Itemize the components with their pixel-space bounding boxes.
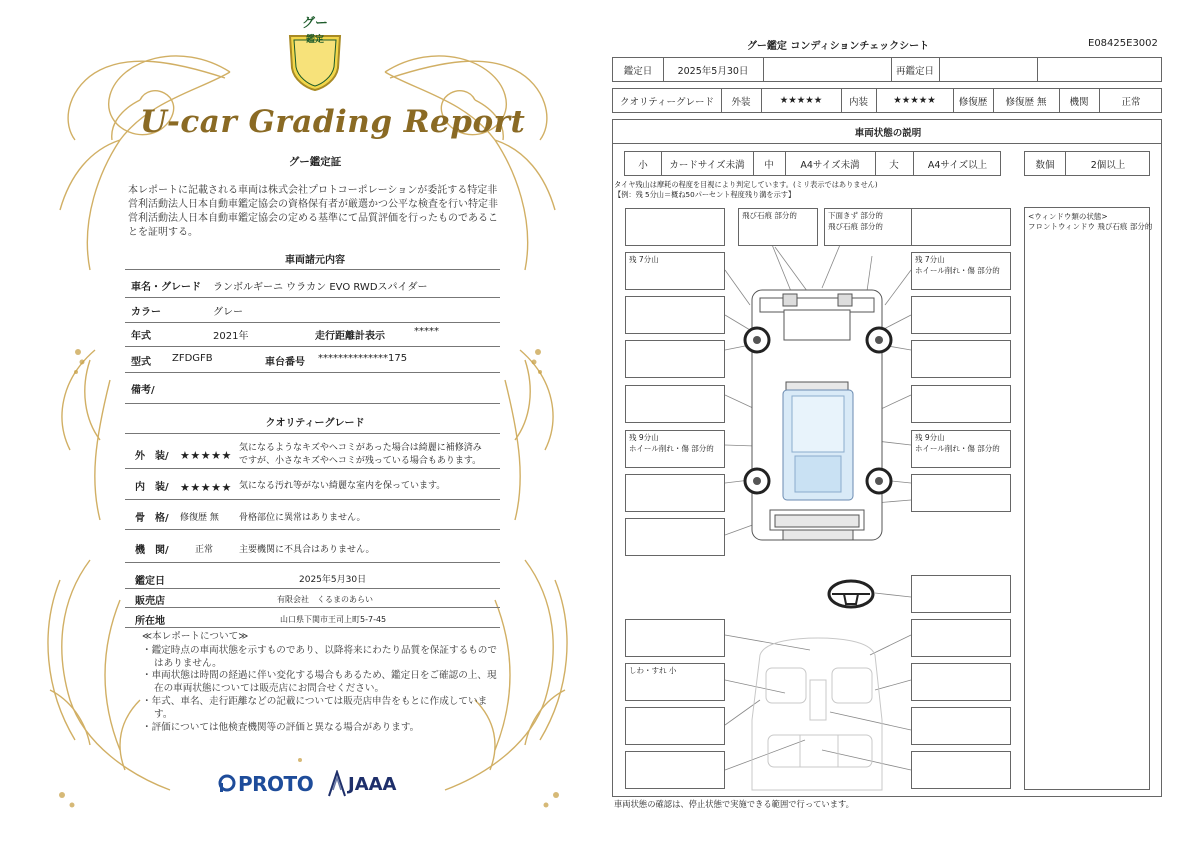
remark-text: ホイール削れ・傷 部分的 (629, 444, 714, 453)
remark-box: 飛び石痕 部分的 (738, 208, 818, 246)
tire-note-line-2: 【例：残 5分山＝概ね50パーセント程度残り溝を示す】 (614, 189, 796, 199)
divider (125, 297, 500, 298)
remark-box (625, 619, 725, 657)
quality-grade-label: クオリティーグレード (619, 96, 715, 108)
interior-label: 内 装/ (135, 482, 169, 493)
remark-box (911, 707, 1011, 745)
exterior-label: 外 装/ (135, 451, 169, 462)
chassis-label: 車台番号 (265, 357, 305, 368)
divider (125, 322, 500, 323)
window-status-note: フロントウィンドウ 飛び石痕 部分的 (1028, 222, 1153, 231)
jaaa-logo: JAAA (348, 774, 397, 795)
odometer-label: 走行距離計表示 (315, 331, 385, 342)
badge-sub: 鑑定 (305, 35, 324, 45)
interior-stars: ★★★★★ (893, 95, 936, 106)
divider (125, 588, 500, 589)
engine-value: 正常 (195, 545, 214, 555)
divider (125, 627, 500, 628)
exterior-desc-2: ですが、小さなキズやヘコミが残っている場合もあります。 (239, 456, 482, 466)
remark-box (911, 296, 1011, 334)
remark-box (911, 751, 1011, 789)
remark-text: 下面きず 部分的 (828, 211, 883, 220)
remark-box (625, 208, 725, 246)
state-title: 車両状態の説明 (854, 127, 922, 139)
jaaa-logo-icon (327, 770, 347, 798)
quality-section-title: クオリティーグレード (265, 418, 365, 429)
frame-label: 骨 格/ (135, 513, 169, 524)
appraisal-date-label: 鑑定日 (135, 576, 165, 587)
model-value: ZFDGFB (172, 353, 213, 364)
remark-box (625, 707, 725, 745)
notes-item: ・年式、車名、走行距離などの記載については販売店申告をもとに作成しています。 (142, 695, 488, 720)
remark-text: ホイール削れ・傷 部分的 (915, 266, 1000, 275)
remark-box (625, 340, 725, 378)
footer-note: 車両状態の確認は、停止状態で実施できる範囲で行っています。 (614, 799, 854, 809)
condition-check-sheet (600, 0, 1200, 848)
appraisal-date-value: 2025年5月30日 (299, 575, 367, 585)
repair-history-label: 修復歴 (958, 96, 988, 108)
notes-item: ・車両状態は時間の経過に伴い変化する場合もあるため、鑑定日をご確認の上、現在の車両状態については販売店にお問合せください。 (142, 670, 497, 695)
divider (125, 468, 500, 469)
report-title: U-car Grading Report (140, 104, 526, 140)
remark-box (911, 430, 1011, 468)
badge-brand: グー (301, 16, 328, 31)
legend-count-desc: 2個以上 (1090, 159, 1126, 171)
legend-medium-desc: A4サイズ未満 (800, 159, 860, 171)
model-label: 型式 (131, 357, 151, 368)
remark-box (625, 751, 725, 789)
appraisal-date-label: 鑑定日 (623, 65, 653, 77)
year-value: 2021年 (213, 331, 249, 342)
divider (125, 499, 500, 500)
proto-logo-icon (218, 774, 236, 792)
address-label: 所在地 (135, 616, 165, 627)
exterior-label: 外装 (731, 96, 751, 108)
report-notes (142, 631, 502, 734)
remark-box (625, 474, 725, 512)
remark-box (911, 208, 1011, 246)
exterior-stars: ★★★★★ (180, 449, 232, 462)
remarks-label: 備考/ (131, 385, 155, 396)
notes-item: ・評価については他検査機関等の評価と異なる場合があります。 (142, 721, 420, 733)
sheet-title: グー鑑定 コンディションチェックシート (746, 41, 930, 52)
car-name-value: ランボルギーニ ウラカン EVO RWDスパイダー (213, 282, 428, 293)
remark-box: しわ・すれ 小 (625, 663, 725, 701)
window-status-box (1024, 207, 1153, 790)
engine-value: 正常 (1121, 96, 1141, 108)
notes-item: ・鑑定時点の車両状態を示すものであり、以降将来にわたり品質を保証するものではありません。 (142, 644, 497, 669)
divider (125, 607, 500, 608)
legend-count: 数個 (1035, 159, 1055, 171)
certificate-title: グー鑑定証 (288, 156, 342, 168)
remark-text: ホイール削れ・傷 部分的 (915, 444, 1000, 453)
divider (125, 529, 500, 530)
remark-box (625, 430, 725, 468)
divider (125, 372, 500, 373)
engine-desc: 主要機関に不具合はありません。 (239, 545, 375, 555)
dealer-label: 販売店 (135, 596, 165, 607)
steering-wheel-icon (829, 581, 873, 607)
legend-small-desc: カードサイズ未満 (669, 159, 745, 171)
proto-logo: PROTO (238, 772, 314, 796)
hood (784, 310, 850, 340)
odometer-value: ***** (414, 326, 439, 337)
divider (125, 433, 500, 434)
notes-title: ≪本レポートについて≫ (142, 631, 249, 642)
remark-text: 残 9分山 (629, 433, 659, 442)
window-status-title: <ウィンドウ類の状態> (1028, 212, 1108, 221)
remark-text: 残 9分山 (915, 433, 945, 442)
frame-desc: 骨格部位に異常はありません。 (239, 513, 366, 523)
frame-value: 修復歴 無 (180, 513, 219, 523)
repair-history-value: 修復歴 無 (1005, 96, 1047, 108)
legend-large-desc: A4サイズ以上 (927, 159, 988, 171)
dealer-value: 有限会社 くるまのあらい (277, 595, 373, 604)
divider (125, 269, 500, 270)
sheet-code: E08425E3002 (1088, 38, 1158, 49)
legend-medium: 中 (764, 159, 774, 171)
divider (125, 403, 500, 404)
remark-box (911, 619, 1011, 657)
remark-box (911, 340, 1011, 378)
remark-box (625, 385, 725, 423)
remark-box (911, 252, 1011, 290)
chassis-value: **************175 (318, 353, 408, 364)
interior-diagram (752, 638, 882, 790)
legend-small: 小 (638, 159, 648, 171)
remark-box (625, 296, 725, 334)
appraisal-date-value: 2025年5月30日 (677, 65, 749, 77)
divider (125, 346, 500, 347)
interior-stars: ★★★★★ (180, 481, 232, 494)
certificate-body: 本レポートに記載される車両は株式会社プロトコーポレーションが委託する特定非営利活動法人日本自動車鑑定協会の資格保有者が厳選かつ公平な検査を行い特定非営利活動法人日本自動車鑑定協会の定める基準にて品質評価を行ったものであることを証明する。 (128, 185, 498, 238)
engine-label: 機 関/ (135, 545, 169, 556)
car-top-view (752, 290, 882, 540)
remark-box: 残 7分山 (625, 252, 725, 290)
remark-box (911, 385, 1011, 423)
year-label: 年式 (131, 331, 151, 342)
remark-box (911, 474, 1011, 512)
remark-box (911, 663, 1011, 701)
car-name-label: 車名・グレード (131, 282, 201, 293)
remark-box (625, 518, 725, 556)
tire-note-line-1: タイヤ残山は摩耗の程度を目視により判定しています。(ミリ表示ではありません) (614, 180, 878, 189)
remark-text: 飛び石痕 部分的 (828, 222, 883, 231)
interior-label: 内装 (848, 96, 868, 108)
remark-box (911, 575, 1011, 613)
reappraisal-date-label: 再鑑定日 (895, 65, 934, 77)
remark-text: 残 7分山 (915, 255, 945, 264)
divider (125, 562, 500, 563)
color-value: グレー (213, 307, 243, 318)
exterior-desc-1: 気になるようなキズやヘコミがあった場合は綺麗に補修済み (239, 443, 482, 453)
color-label: カラー (131, 307, 161, 318)
address-value: 山口県下関市王司上町5-7-45 (280, 615, 387, 624)
remark-box (824, 208, 924, 246)
spec-section-title: 車両諸元内容 (285, 255, 345, 266)
exterior-stars: ★★★★★ (779, 95, 823, 106)
engine-label: 機関 (1069, 96, 1089, 108)
interior-desc: 気になる汚れ等がない綺麗な室内を保っています。 (239, 481, 446, 491)
legend-large: 大 (889, 159, 899, 171)
